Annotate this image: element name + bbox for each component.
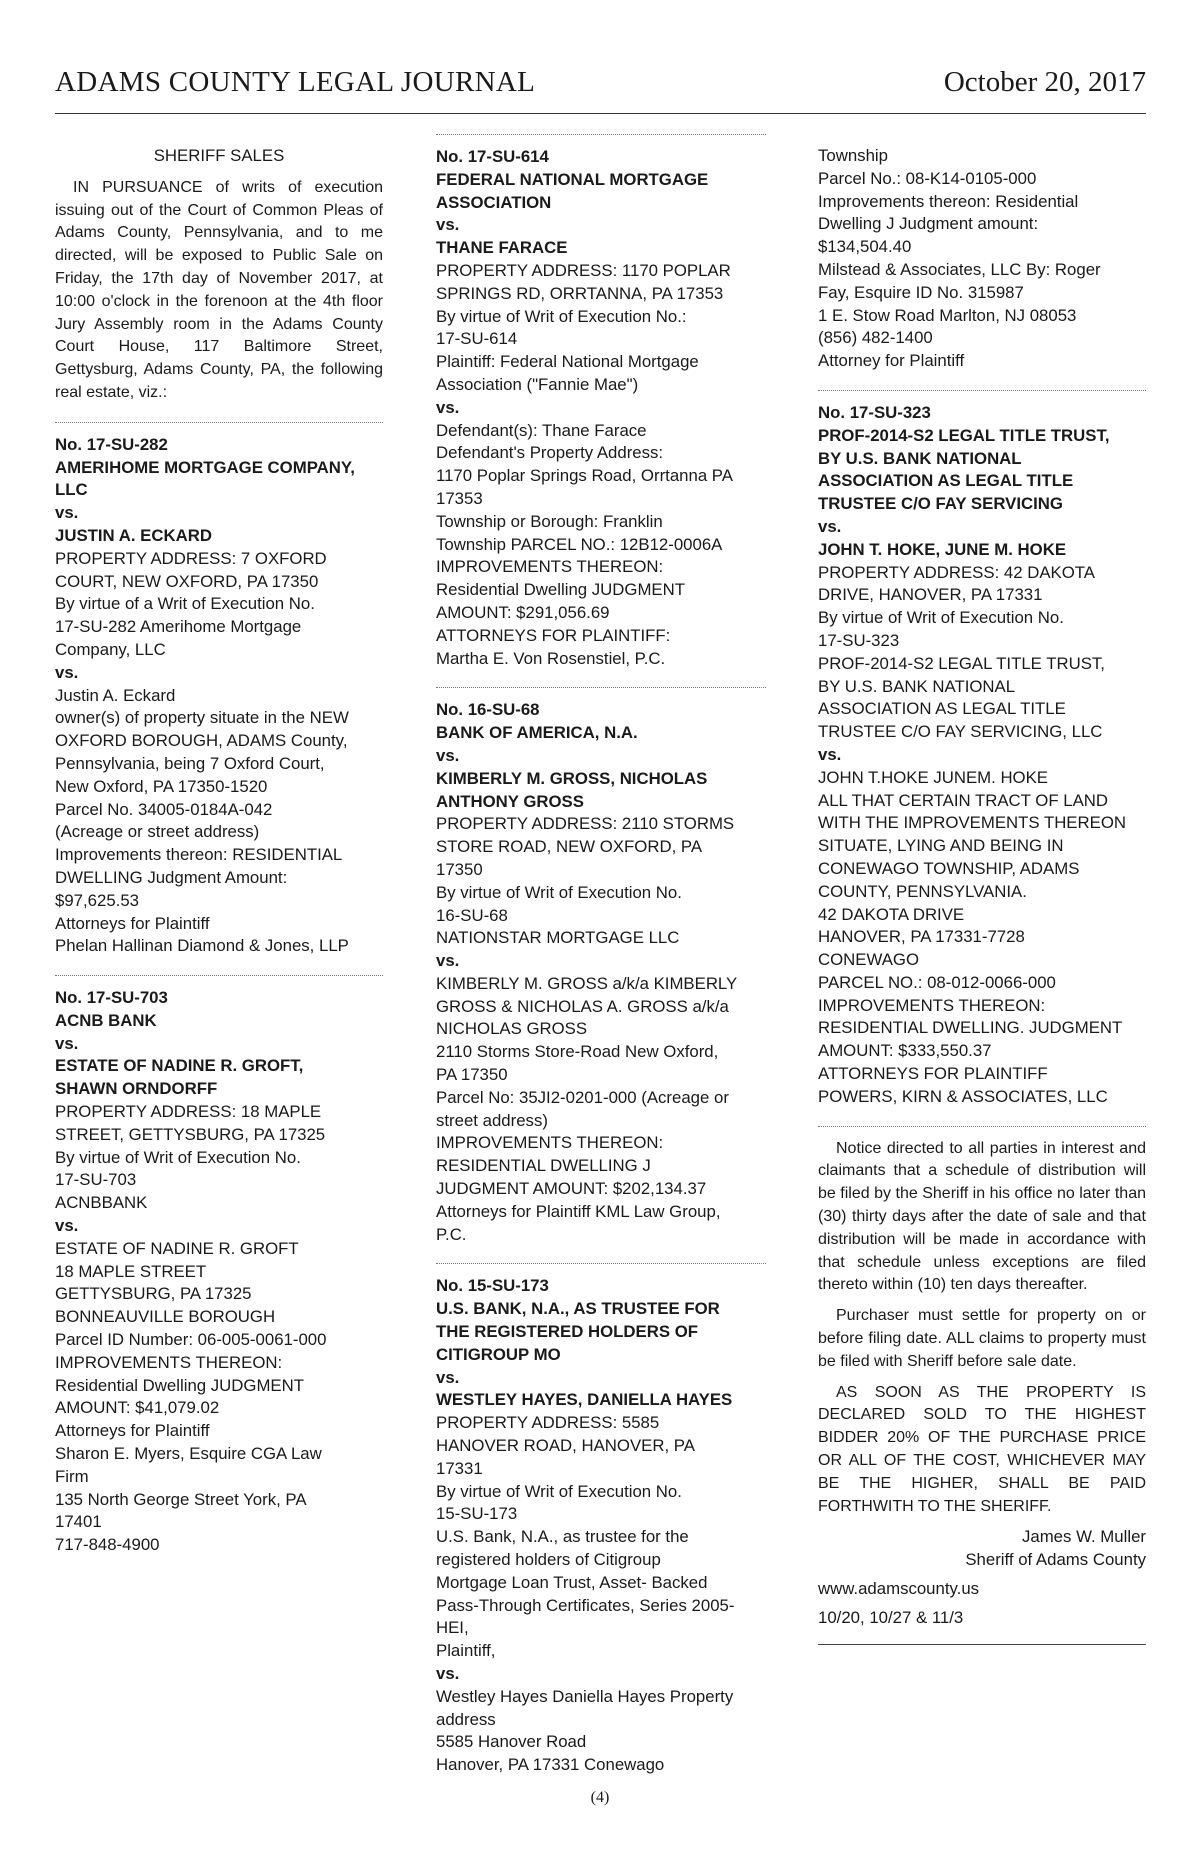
separator <box>55 975 383 976</box>
listing-bold-line: ANTHONY GROSS <box>436 791 584 811</box>
listing-line: Improvements thereon: Residential <box>818 191 1079 211</box>
listing-bold-line: AMERIHOME MORTGAGE COMPANY, <box>55 457 355 477</box>
listing-bold-line: BANK OF AMERICA, N.A. <box>436 723 638 743</box>
listing-line: HANOVER, PA 17331-7728 <box>818 927 1025 947</box>
notice-settlement: Purchaser must settle for property on or before filing date. ALL claims to property must be filed with Sheriff before sale date. <box>818 1307 1146 1370</box>
listing-line: PROPERTY ADDRESS: 2110 STORMS <box>436 814 735 834</box>
listing-bold-line: vs. <box>436 1367 460 1387</box>
listing-line: IMPROVEMENTS THEREON: <box>55 1352 283 1372</box>
listing-line: AMOUNT: $333,550.37 <box>818 1041 992 1061</box>
listing-line: GROSS & NICHOLAS A. GROSS a/k/a <box>436 996 729 1016</box>
listing-bold-line: vs. <box>436 1664 460 1683</box>
listing-line: ALL THAT CERTAIN TRACT OF LAND <box>818 790 1109 810</box>
listing-line: By virtue of a Writ of Execution No. <box>55 594 315 614</box>
listing-line: Attorneys for Plaintiff <box>55 913 210 933</box>
listing-line: IMPROVEMENTS THEREON: <box>818 995 1046 1015</box>
page-number: (4) <box>590 1789 610 1806</box>
listing-line: PARCEL NO.: 08-012-0066-000 <box>818 972 1056 992</box>
listing-bold-line: ASSOCIATION AS LEGAL TITLE <box>818 471 1074 491</box>
listing-line: 17401 <box>55 1512 102 1532</box>
listing-line: TRUSTEE C/O FAY SERVICING, LLC <box>818 722 1103 742</box>
column-1 <box>55 145 383 1557</box>
listing-line: registered holders of Citigroup <box>436 1550 661 1570</box>
listing-line: 17-SU-282 Amerihome Mortgage <box>55 617 302 637</box>
listing-line: 17350 <box>436 859 483 879</box>
listing-line: ACNBBANK <box>55 1193 148 1213</box>
listing-line: Parcel ID Number: 06-005-0061-000 <box>55 1330 327 1350</box>
listing-line: CONEWAGO TOWNSHIP, ADAMS <box>818 858 1080 878</box>
listing-line: 17353 <box>436 488 483 508</box>
listing-bold-line: vs. <box>818 516 842 536</box>
listing-line: Pass-Through Certificates, Series 2005- <box>436 1595 735 1615</box>
listing-line: Improvements thereon: RESIDENTIAL <box>55 845 343 865</box>
listing-line: JOHN T.HOKE JUNEM. HOKE <box>818 767 1048 787</box>
listing-line: IMPROVEMENTS THEREON: <box>436 1133 664 1153</box>
separator <box>436 687 766 688</box>
listing-line: KIMBERLY M. GROSS a/k/a KIMBERLY <box>436 973 738 993</box>
listing-line: 17331 <box>436 1458 483 1478</box>
listing-line: (856) 482-1400 <box>818 328 933 348</box>
listing-bold-line: THANE FARACE <box>436 238 568 258</box>
listing-bold-line: No. 17-SU-282 <box>55 434 168 454</box>
listing-line: PROPERTY ADDRESS: 5585 <box>436 1413 660 1433</box>
listing-line: DWELLING Judgment Amount: <box>55 867 288 887</box>
listing-line: Pennsylvania, being 7 Oxford Court, <box>55 753 325 773</box>
listing-line: COURT, NEW OXFORD, PA 17350 <box>55 571 319 591</box>
end-rule <box>818 1644 1146 1645</box>
listing-line: Fay, Esquire ID No. 315987 <box>818 282 1024 302</box>
listing-line: Township <box>818 146 888 165</box>
listing-line: (Acreage or street address) <box>55 822 260 842</box>
listing-line: PROPERTY ADDRESS: 18 MAPLE <box>55 1102 322 1122</box>
listing-line: 17-SU-703 <box>55 1170 137 1190</box>
listing-line: By virtue of Writ of Execution No. <box>55 1147 301 1167</box>
listing-line: New Oxford, PA 17350-1520 <box>55 776 268 796</box>
sheriff-name: James W. Muller <box>1021 1527 1146 1547</box>
listing-line: Milstead & Associates, LLC By: Roger <box>818 259 1101 279</box>
listing-bold-line: vs. <box>436 745 460 765</box>
listing-line: Mortgage Loan Trust, Asset- Backed <box>436 1572 708 1592</box>
listing-line: Attorneys for Plaintiff <box>55 1421 210 1441</box>
listing-line: U.S. Bank, N.A., as trustee for the <box>436 1527 689 1547</box>
listing-line: POWERS, KIRN & ASSOCIATES, LLC <box>818 1086 1108 1106</box>
listing-block <box>55 434 383 958</box>
listing-line: PROPERTY ADDRESS: 7 OXFORD <box>55 548 327 568</box>
separator <box>436 1263 766 1264</box>
separator <box>55 422 383 423</box>
listing-block <box>436 146 766 670</box>
listing-bold-line: U.S. BANK, N.A., AS TRUSTEE FOR <box>436 1299 720 1319</box>
listing-bold-line: ACNB BANK <box>55 1010 157 1030</box>
listing-line: 1170 Poplar Springs Road, Orrtanna PA <box>436 466 733 486</box>
listing-line: ATTORNEYS FOR PLAINTIFF <box>818 1064 1048 1084</box>
listing-line: Township PARCEL NO.: 12B12-0006A <box>436 534 723 554</box>
listing-bold-line: No. 15-SU-173 <box>436 1276 549 1296</box>
listing-bold-line: vs. <box>55 1033 79 1053</box>
listing-line: 15-SU-173 <box>436 1504 518 1524</box>
listing-line: ESTATE OF NADINE R. GROFT <box>55 1238 299 1258</box>
listing-line: By virtue of Writ of Execution No. <box>436 1481 682 1501</box>
listing-line: Firm <box>55 1466 89 1486</box>
listing-line: 5585 Hanover Road <box>436 1732 587 1752</box>
listing-line: SPRINGS RD, ORRTANNA, PA 17353 <box>436 283 724 303</box>
listing-line: HANOVER ROAD, HANOVER, PA <box>436 1436 695 1456</box>
listing-bold-line: THE REGISTERED HOLDERS OF <box>436 1322 698 1342</box>
listing-line: COUNTY, PENNSYLVANIA. <box>818 881 1027 901</box>
listing-line: BONNEAUVILLE BOROUGH <box>55 1307 276 1327</box>
listing-bold-line: No. 16-SU-68 <box>436 700 540 720</box>
listing-line: NATIONSTAR MORTGAGE LLC <box>436 928 680 948</box>
listing-line: Residential Dwelling JUDGMENT <box>436 580 685 600</box>
listing-line: OXFORD BOROUGH, ADAMS County, <box>55 731 348 751</box>
listing-bold-line: JUSTIN A. ECKARD <box>55 525 212 545</box>
listing-line: 17-SU-323 <box>818 630 900 650</box>
listing-bold-line: BY U.S. BANK NATIONAL <box>818 448 1022 468</box>
listing-line: Attorneys for Plaintiff KML Law Group, <box>436 1201 721 1221</box>
listing-line: 18 MAPLE STREET <box>55 1261 207 1281</box>
listing-bold-line: vs. <box>55 1216 79 1236</box>
listing-line: 135 North George Street York, PA <box>55 1489 307 1509</box>
listing-line: JUDGMENT AMOUNT: $202,134.37 <box>436 1179 707 1199</box>
listing-bold-line: vs. <box>55 662 79 682</box>
listing-line: Martha E. Von Rosenstiel, P.C. <box>436 648 666 668</box>
listing-bold-line: FEDERAL NATIONAL MORTGAGE <box>436 169 709 189</box>
listing-line: Parcel No.: 08-K14-0105-000 <box>818 168 1037 188</box>
sheriff-sales-heading: SHERIFF SALES <box>153 146 285 165</box>
listing-line: RESIDENTIAL DWELLING. JUDGMENT <box>818 1018 1123 1038</box>
listing-line: Township or Borough: Franklin <box>436 511 663 531</box>
separator <box>436 134 766 135</box>
listing-block <box>818 402 1146 1109</box>
sheriff-title: Sheriff of Adams County <box>965 1550 1146 1570</box>
listing-line: Hanover, PA 17331 Conewago <box>436 1755 665 1775</box>
listing-line: Attorney for Plaintiff <box>818 351 965 371</box>
listing-bold-line: No. 17-SU-703 <box>55 988 168 1008</box>
listing-line: PROPERTY ADDRESS: 42 DAKOTA <box>818 562 1095 582</box>
listing-bold-line: KIMBERLY M. GROSS, NICHOLAS <box>436 768 708 788</box>
listing-block <box>818 145 1146 373</box>
listing-line: Parcel No. 34005-0184A-042 <box>55 799 273 819</box>
listing-line: Defendant(s): Thane Farace <box>436 420 647 440</box>
listing-line: STREET, GETTYSBURG, PA 17325 <box>55 1124 326 1144</box>
listing-line: 717-848-4900 <box>55 1535 160 1555</box>
listing-bold-line: JOHN T. HOKE, JUNE M. HOKE <box>818 539 1067 559</box>
listing-line: Residential Dwelling JUDGMENT <box>55 1375 304 1395</box>
separator <box>818 1126 1146 1127</box>
listing-line: PA 17350 <box>436 1065 508 1085</box>
listing-block <box>436 1275 766 1777</box>
listing-bold-line: ESTATE OF NADINE R. GROFT, <box>55 1056 304 1076</box>
notice-distribution: Notice directed to all parties in interest and claimants that a schedule of distribution will be filed by the Sheriff in his office no later than (30) thirty days after the date of sale and that distribution will be made in accordance with that schedule unless exceptions are filed thereto within (10) ten days thereafter. <box>818 1139 1146 1294</box>
listing-bold-line: WESTLEY HAYES, DANIELLA HAYES <box>436 1390 733 1410</box>
listing-line: GETTYSBURG, PA 17325 <box>55 1284 252 1304</box>
listing-line: Dwelling J Judgment amount: <box>818 214 1039 234</box>
listing-line: Company, LLC <box>55 639 166 659</box>
header-rule <box>55 113 1146 114</box>
listing-bold-line: vs. <box>436 215 460 235</box>
listing-line: Plaintiff: Federal National Mortgage <box>436 352 699 372</box>
listing-line: STORE ROAD, NEW OXFORD, PA <box>436 837 703 857</box>
listing-line: PROPERTY ADDRESS: 1170 POPLAR <box>436 260 731 280</box>
listing-line: WITH THE IMPROVEMENTS THEREON <box>818 813 1126 833</box>
listing-line: Westley Hayes Daniella Hayes Property <box>436 1686 734 1706</box>
listing-block <box>436 699 766 1246</box>
county-website[interactable]: www.adamscounty.us <box>818 1579 980 1599</box>
listing-line: address <box>436 1709 496 1729</box>
journal-title: ADAMS COUNTY LEGAL JOURNAL <box>55 66 536 98</box>
listing-line: PROF-2014-S2 LEGAL TITLE TRUST, <box>818 653 1105 673</box>
publication-dates: 10/20, 10/27 & 11/3 <box>818 1607 964 1627</box>
listing-line: ASSOCIATION AS LEGAL TITLE <box>818 699 1066 719</box>
listing-line: $97,625.53 <box>55 890 139 910</box>
listing-bold-line: CITIGROUP MO <box>436 1344 561 1364</box>
listing-line: Justin A. Eckard <box>55 685 176 705</box>
listing-line: DRIVE, HANOVER, PA 17331 <box>818 585 1043 605</box>
listing-line: ATTORNEYS FOR PLAINTIFF: <box>436 625 671 645</box>
intro-paragraph: IN PURSUANCE of writs of execution issuing out of the Court of Common Pleas of Adams County, Pennsylvania, and to me directed, will be exposed to Public Sale on Friday, the 17th day of November 2017, at 10:00 o'clock in the forenoon at the 4th floor Jury Assembly room in the Adams County Court House, 117 Baltimore Street, Gettysburg, Adams County, PA, the following real estate, viz.: <box>55 178 383 401</box>
listing-line: 16-SU-68 <box>436 905 508 925</box>
listing-bold-line: No. 17-SU-323 <box>818 402 931 422</box>
listing-line: Parcel No: 35JI2-0201-000 (Acreage or <box>436 1087 729 1107</box>
listing-bold-line: TRUSTEE C/O FAY SERVICING <box>818 494 1063 514</box>
issue-date: October 20, 2017 <box>943 66 1146 98</box>
listing-line: 1 E. Stow Road Marlton, NJ 08053 <box>818 305 1077 325</box>
listing-line: By virtue of Writ of Execution No.: <box>436 306 687 326</box>
listing-line: SITUATE, LYING AND BEING IN <box>818 836 1064 856</box>
listing-line: NICHOLAS GROSS <box>436 1019 588 1039</box>
listing-line: AMOUNT: $41,079.02 <box>55 1398 220 1418</box>
listing-line: Phelan Hallinan Diamond & Jones, LLP <box>55 936 349 956</box>
listing-bold-line: SHAWN ORNDORFF <box>55 1079 218 1099</box>
column-3 <box>818 145 1146 1645</box>
listing-bold-line: vs. <box>55 503 79 523</box>
listing-line: owner(s) of property situate in the NEW <box>55 708 349 728</box>
listing-line: AMOUNT: $291,056.69 <box>436 602 610 622</box>
listing-line: BY U.S. BANK NATIONAL <box>818 676 1016 696</box>
listing-bold-line: No. 17-SU-614 <box>436 147 549 166</box>
listing-bold-line: ASSOCIATION <box>436 192 552 212</box>
listing-line: 2110 Storms Store-Road New Oxford, <box>436 1042 719 1062</box>
listing-bold-line: PROF-2014-S2 LEGAL TITLE TRUST, <box>818 425 1110 445</box>
listing-line: Plaintiff, <box>436 1641 496 1661</box>
listing-line: IMPROVEMENTS THEREON: <box>436 557 664 577</box>
listing-bold-line: vs. <box>436 951 460 971</box>
listing-line: 17-SU-614 <box>436 329 518 349</box>
notice-payment: AS SOON AS THE PROPERTY IS DECLARED SOLD TO THE HIGHEST BIDDER 20% OF THE PURCHASE PRICE OR ALL OF THE COST, WHICHEVER MAY BE THE HIGHER, SHALL BE PAID FORTHWITH TO THE SHERIFF. <box>818 1383 1146 1515</box>
listing-block <box>55 987 383 1557</box>
listing-bold-line: vs. <box>818 744 842 764</box>
listing-line: 42 DAKOTA DRIVE <box>818 904 965 924</box>
listing-line: Sharon E. Myers, Esquire CGA Law <box>55 1444 322 1464</box>
listing-line: Defendant's Property Address: <box>436 443 664 463</box>
listing-line: HEI, <box>436 1618 469 1638</box>
listing-line: RESIDENTIAL DWELLING J <box>436 1156 651 1176</box>
listing-bold-line: LLC <box>55 480 88 500</box>
listing-line: By virtue of Writ of Execution No. <box>818 608 1064 628</box>
listing-bold-line: vs. <box>436 397 460 417</box>
listing-line: Association ("Fannie Mae") <box>436 374 639 394</box>
separator <box>818 390 1146 391</box>
listing-line: P.C. <box>436 1224 467 1244</box>
listing-line: street address) <box>436 1110 548 1130</box>
listing-line: By virtue of Writ of Execution No. <box>436 882 682 902</box>
listing-line: CONEWAGO <box>818 950 919 970</box>
column-2 <box>436 134 766 1777</box>
listing-line: $134,504.40 <box>818 237 912 257</box>
